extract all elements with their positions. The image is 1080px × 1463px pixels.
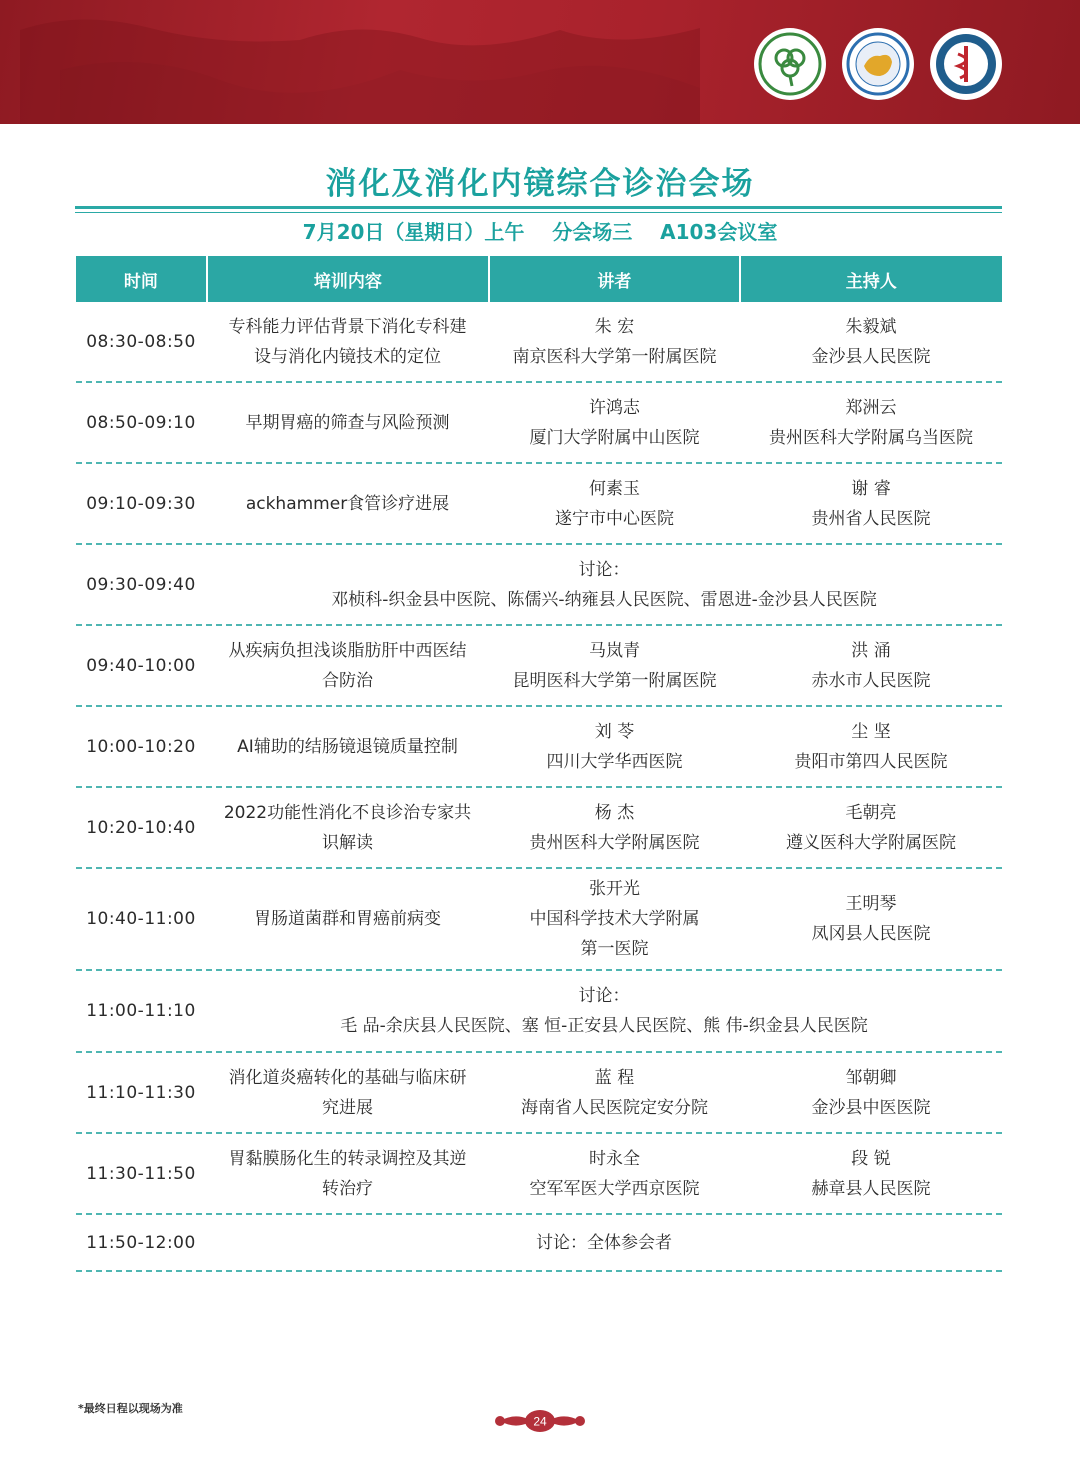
table-row xyxy=(76,707,1002,788)
time-cell: 08:50-09:10 xyxy=(86,412,196,433)
speaker-cell-line: 何素玉 xyxy=(589,478,640,499)
topic-cell-line: 胃黏膜肠化生的转录调控及其逆 xyxy=(228,1148,467,1169)
time-cell: 10:00-10:20 xyxy=(86,736,196,757)
topic-cell-line: 消化道炎癌转化的基础与临床研 xyxy=(228,1067,467,1088)
topic-cell-line: ackhammer食管诊疗进展 xyxy=(245,493,450,514)
header-speaker: 讲者 xyxy=(490,256,738,302)
host-cell xyxy=(740,889,1002,949)
host-cell xyxy=(740,717,1002,777)
host-cell-line: 赫章县人民医院 xyxy=(811,1178,931,1199)
time-cell: 11:10-11:30 xyxy=(86,1082,196,1103)
speaker-cell-line: 四川大学华西医院 xyxy=(546,751,683,772)
discussion-cell-line: 毛 品-余庆县人民医院、塞 恒-正安县人民医院、熊 伟-织金县人民医院 xyxy=(340,1016,868,1036)
header-time: 时间 xyxy=(76,256,206,302)
host-cell-line: 贵阳市第四人民医院 xyxy=(794,751,948,772)
table-row xyxy=(76,464,1002,545)
table-row xyxy=(76,971,1002,1053)
topic-cell-line: 专科能力评估背景下消化专科建 xyxy=(228,316,467,337)
speaker-cell-line: 遂宁市中心医院 xyxy=(555,508,674,529)
speaker-cell-line: 南京医科大学第一附属医院 xyxy=(512,346,717,367)
time-cell: 09:10-09:30 xyxy=(86,493,196,514)
topic-cell xyxy=(206,636,489,696)
host-cell-line: 段 锐 xyxy=(851,1148,891,1169)
time-cell: 11:00-11:10 xyxy=(86,1001,196,1021)
association-clover-logo xyxy=(754,28,826,100)
table-row xyxy=(76,1053,1002,1134)
logo-group xyxy=(754,28,1002,100)
speaker-cell xyxy=(489,393,740,453)
speaker-cell-line: 朱 宏 xyxy=(594,316,635,337)
speaker-cell-line: 蓝 程 xyxy=(594,1067,635,1088)
header-topic: 培训内容 xyxy=(208,256,488,302)
topic-cell xyxy=(206,408,489,438)
discussion-cell xyxy=(206,555,1002,615)
speaker-cell-line: 张开光 xyxy=(589,879,640,899)
speaker-cell xyxy=(489,1144,740,1204)
world-map-decoration xyxy=(0,0,720,124)
speaker-cell-line: 中国科学技术大学附属 xyxy=(529,909,700,929)
time-cell: 09:40-10:00 xyxy=(86,655,196,676)
time-cell: 09:30-09:40 xyxy=(86,574,196,595)
speaker-cell xyxy=(489,798,740,858)
speaker-cell-line: 第一医院 xyxy=(580,939,649,959)
page-number-badge xyxy=(494,1409,586,1433)
topic-cell-line: 转治疗 xyxy=(322,1178,373,1199)
page-title: 消化及消化内镜综合诊治会场 xyxy=(325,166,755,202)
table-row xyxy=(76,302,1002,383)
topic-cell-line: 设与消化内镜技术的定位 xyxy=(254,346,441,367)
host-cell xyxy=(740,393,1002,453)
host-cell-line: 凤冈县人民医院 xyxy=(811,924,931,944)
host-cell xyxy=(740,636,1002,696)
title-divider-thin xyxy=(75,212,1002,213)
speaker-cell-line: 厦门大学附属中山医院 xyxy=(529,427,700,448)
host-cell-line: 洪 涌 xyxy=(851,640,891,661)
host-cell-line: 毛朝亮 xyxy=(845,802,897,823)
host-cell xyxy=(740,1144,1002,1204)
header-banner xyxy=(0,0,1080,124)
discussion-cell xyxy=(206,1228,1002,1258)
speaker-cell xyxy=(489,1063,740,1123)
host-cell-line: 贵州医科大学附属乌当医院 xyxy=(769,427,973,448)
host-cell xyxy=(740,312,1002,372)
time-cell: 10:20-10:40 xyxy=(86,817,196,838)
topic-cell xyxy=(206,489,489,519)
topic-cell xyxy=(206,1144,489,1204)
table-row xyxy=(76,1215,1002,1272)
speaker-cell xyxy=(489,312,740,372)
host-cell-line: 郑洲云 xyxy=(845,397,897,418)
time-cell: 08:30-08:50 xyxy=(86,331,196,352)
medical-caduceus-logo xyxy=(930,28,1002,100)
topic-cell-line: 胃肠道菌群和胃癌前病变 xyxy=(254,909,441,929)
host-cell-line: 金沙县中医医院 xyxy=(811,1097,931,1118)
guizhou-map-logo xyxy=(842,28,914,100)
title-divider xyxy=(75,206,1002,209)
session-subtitle: 7月20日（星期日）上午 分会场三 A103会议室 xyxy=(302,220,778,244)
table-row xyxy=(76,626,1002,707)
table-row xyxy=(76,869,1002,971)
schedule-table-header xyxy=(76,256,1002,302)
topic-cell-line: 识解读 xyxy=(322,832,373,853)
topic-cell xyxy=(206,1063,489,1123)
table-row xyxy=(76,1134,1002,1215)
discussion-cell-line: 讨论： xyxy=(578,559,630,580)
speaker-cell xyxy=(489,636,740,696)
speaker-cell-line: 昆明医科大学第一附属医院 xyxy=(512,670,717,691)
time-cell: 10:40-11:00 xyxy=(86,909,196,929)
topic-cell-line: 2022功能性消化不良诊治专家共 xyxy=(223,802,472,823)
discussion-cell-line: 邓桢科-织金县中医院、陈儒兴-纳雍县人民医院、雷恩进-金沙县人民医院 xyxy=(331,589,877,610)
topic-cell-line: 究进展 xyxy=(322,1097,373,1118)
topic-cell xyxy=(206,904,489,934)
host-cell-line: 谢 睿 xyxy=(851,478,891,499)
discussion-cell-line: 讨论： xyxy=(578,986,630,1006)
host-cell-line: 王明琴 xyxy=(845,894,897,914)
host-cell-line: 朱毅斌 xyxy=(845,316,897,337)
host-cell-line: 遵义医科大学附属医院 xyxy=(786,832,956,853)
discussion-cell xyxy=(206,981,1002,1041)
discussion-cell-line: 讨论：全体参会者 xyxy=(536,1232,672,1253)
table-row xyxy=(76,383,1002,464)
speaker-cell-line: 海南省人民医院定安分院 xyxy=(521,1097,708,1118)
host-cell-line: 尘 坚 xyxy=(851,721,891,742)
topic-cell xyxy=(206,312,489,372)
header-host: 主持人 xyxy=(741,256,1002,302)
speaker-cell-line: 时永全 xyxy=(589,1148,640,1169)
topic-cell xyxy=(206,798,489,858)
speaker-cell xyxy=(489,874,740,964)
topic-cell xyxy=(206,732,489,762)
speaker-cell-line: 许鸿志 xyxy=(589,397,640,418)
topic-cell-line: AI辅助的结肠镜退镜质量控制 xyxy=(237,736,458,757)
table-row xyxy=(76,545,1002,626)
topic-cell-line: 早期胃癌的筛查与风险预测 xyxy=(245,412,450,433)
speaker-cell xyxy=(489,717,740,777)
host-cell-line: 邹朝卿 xyxy=(845,1067,897,1088)
speaker-cell-line: 马岚青 xyxy=(589,640,640,661)
time-cell: 11:30-11:50 xyxy=(86,1163,196,1184)
time-cell: 11:50-12:00 xyxy=(86,1232,196,1253)
host-cell-line: 赤水市人民医院 xyxy=(811,670,931,691)
speaker-cell-line: 空军军医大学西京医院 xyxy=(529,1178,700,1199)
host-cell xyxy=(740,1063,1002,1123)
speaker-cell-line: 杨 杰 xyxy=(594,802,635,823)
table-row xyxy=(76,788,1002,869)
speaker-cell-line: 贵州医科大学附属医院 xyxy=(529,832,700,853)
speaker-cell xyxy=(489,474,740,534)
speaker-cell-line: 刘 苓 xyxy=(594,721,635,742)
host-cell-line: 金沙县人民医院 xyxy=(811,346,931,367)
host-cell xyxy=(740,798,1002,858)
page-number: 24 xyxy=(533,1414,547,1429)
footnote: *最终日程以现场为准 xyxy=(78,1402,183,1415)
topic-cell-line: 合防治 xyxy=(322,670,373,691)
host-cell xyxy=(740,474,1002,534)
topic-cell-line: 从疾病负担浅谈脂肪肝中西医结 xyxy=(228,640,467,661)
host-cell-line: 贵州省人民医院 xyxy=(811,508,931,529)
